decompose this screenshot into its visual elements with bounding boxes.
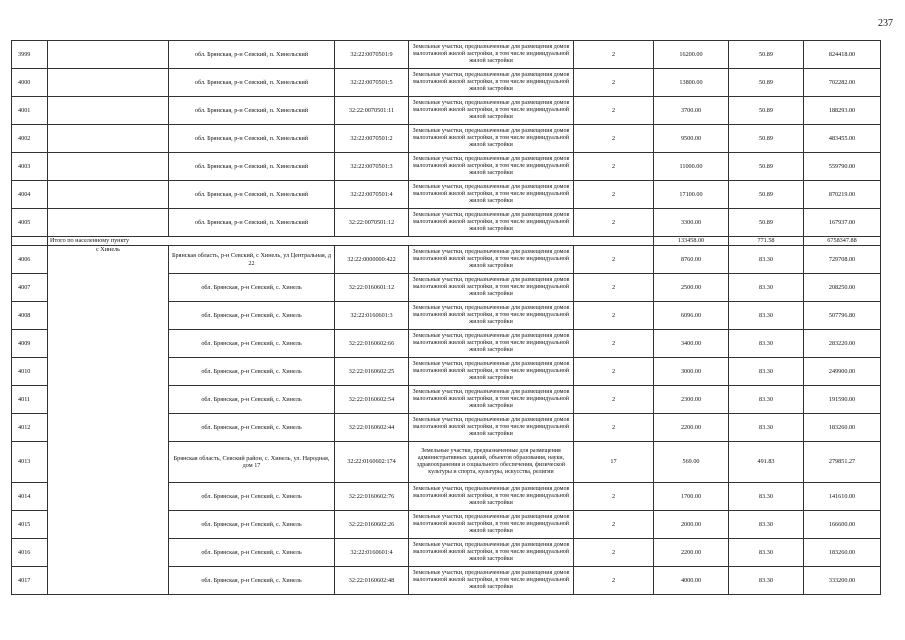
cadastral-value-cell: 188293.00	[804, 97, 881, 125]
row-number-cell: 4014	[12, 483, 48, 511]
address-cell: обл. Брянская, р-н Севский, п. Хинельский	[169, 97, 335, 125]
address-cell: обл. Брянская, р-н Севский, с. Хинель	[169, 302, 335, 330]
total-area: 133458.00	[654, 237, 729, 246]
cadastral-value-cell: 191590.00	[804, 386, 881, 414]
table-row	[12, 181, 881, 209]
cadastral-value-cell: 279851.27	[804, 442, 881, 483]
cadastral-value-cell: 824418.00	[804, 41, 881, 69]
row-number-cell: 4017	[12, 567, 48, 595]
group-cell: 2	[574, 274, 654, 302]
land-use-cell: Земельные участки, предназначенные для размещения домов малоэтажной жилой застройки, в том числе индивидуальной жилой застройки	[409, 69, 574, 97]
cadastral-value-cell: 208250.00	[804, 274, 881, 302]
land-use-cell: Земельные участки, предназначенные для размещения домов малоэтажной жилой застройки, в том числе индивидуальной жилой застройки	[409, 97, 574, 125]
total-label: Итого по населенному пункту	[48, 237, 335, 246]
area-cell: 3000.00	[654, 358, 729, 386]
area-cell: 569.00	[654, 442, 729, 483]
land-use-cell: Земельные участки, предназначенные для размещения домов малоэтажной жилой застройки, в том числе индивидуальной жилой застройки	[409, 246, 574, 274]
cadastral-value-cell: 702282.00	[804, 69, 881, 97]
cadastral-number-cell: 32:22:0070501:4	[335, 181, 409, 209]
address-cell: обл. Брянская, р-н Севский, с. Хинель	[169, 274, 335, 302]
cadastral-number-cell: 32:22:0070501:11	[335, 97, 409, 125]
area-cell: 8760.00	[654, 246, 729, 274]
rate-cell: 83.30	[729, 246, 804, 274]
rate-cell: 83.30	[729, 511, 804, 539]
land-use-cell: Земельные участки, предназначенные для размещения домов малоэтажной жилой застройки, в том числе индивидуальной жилой застройки	[409, 330, 574, 358]
row-number-cell: 4000	[12, 69, 48, 97]
cadastral-number-cell: 32:22:0160602:76	[335, 483, 409, 511]
cadastral-number-cell: 32:22:0160602:44	[335, 414, 409, 442]
row-number-cell: 4009	[12, 330, 48, 358]
cadastral-number-cell: 32:22:0070501:9	[335, 41, 409, 69]
land-use-cell: Земельные участки, предназначенные для размещения домов малоэтажной жилой застройки, в том числе индивидуальной жилой застройки	[409, 153, 574, 181]
settlement-cell	[48, 181, 169, 209]
row-number-cell: 4005	[12, 209, 48, 237]
table-row	[12, 69, 881, 97]
settlement-name: с Хинель	[48, 246, 169, 595]
cadastral-number-cell: 32:22:0160602:48	[335, 567, 409, 595]
group-cell: 2	[574, 209, 654, 237]
group-cell: 2	[574, 181, 654, 209]
address-cell: обл. Брянская, р-н Севский, с. Хинель	[169, 567, 335, 595]
total-rate: 771.58	[729, 237, 804, 246]
area-cell: 2200.00	[654, 539, 729, 567]
group-cell: 2	[574, 125, 654, 153]
address-cell: обл. Брянская, р-н Севский, с. Хинель	[169, 483, 335, 511]
address-cell: обл. Брянская, р-н Севский, с. Хинель	[169, 330, 335, 358]
area-cell: 2000.00	[654, 511, 729, 539]
total-value: 6758347.88	[804, 237, 881, 246]
land-registry-table	[11, 40, 881, 595]
cadastral-number-cell: 32:22:0070501:3	[335, 153, 409, 181]
cadastral-number-cell: 32:22:0160601:3	[335, 302, 409, 330]
row-number-cell: 4003	[12, 153, 48, 181]
area-cell: 11000.00	[654, 153, 729, 181]
area-cell: 1700.00	[654, 483, 729, 511]
land-use-cell: Земельные участки, предназначенные для размещения домов малоэтажной жилой застройки, в том числе индивидуальной жилой застройки	[409, 41, 574, 69]
rate-cell: 50.89	[729, 125, 804, 153]
area-cell: 9500.00	[654, 125, 729, 153]
row-number-cell: 4006	[12, 246, 48, 274]
cadastral-number-cell: 32:22:0160601:12	[335, 274, 409, 302]
address-cell: обл. Брянская, р-н Севский, с. Хинель	[169, 511, 335, 539]
group-cell: 2	[574, 41, 654, 69]
area-cell: 13800.00	[654, 69, 729, 97]
cadastral-value-cell: 183260.00	[804, 414, 881, 442]
group-cell: 2	[574, 97, 654, 125]
group-cell: 2	[574, 302, 654, 330]
rate-cell: 83.30	[729, 386, 804, 414]
total-row	[12, 237, 881, 246]
address-cell: Брянская область, р-н Севский, с Хинель, ул Центральная, д 22	[169, 246, 335, 274]
cadastral-value-cell: 167937.00	[804, 209, 881, 237]
land-use-cell: Земельные участки, предназначенные для размещения административных зданий, объектов образования, науки, здравоохранения и социального обеспечения, физической культуры и спорта, культуры, искусства, религии	[409, 442, 574, 483]
table-row	[12, 153, 881, 181]
cadastral-value-cell: 559790.00	[804, 153, 881, 181]
address-cell: обл. Брянская, р-н Севский, п. Хинельский	[169, 181, 335, 209]
rate-cell: 50.89	[729, 209, 804, 237]
rate-cell: 50.89	[729, 41, 804, 69]
cadastral-value-cell: 729708.00	[804, 246, 881, 274]
group-cell: 2	[574, 414, 654, 442]
cadastral-number-cell: 32:22:0160602:26	[335, 511, 409, 539]
rate-cell: 83.30	[729, 483, 804, 511]
address-cell: обл. Брянская, р-н Севский, с. Хинель	[169, 414, 335, 442]
rate-cell: 491.83	[729, 442, 804, 483]
cadastral-value-cell: 333200.00	[804, 567, 881, 595]
land-use-cell: Земельные участки, предназначенные для размещения домов малоэтажной жилой застройки, в том числе индивидуальной жилой застройки	[409, 386, 574, 414]
rate-cell: 83.30	[729, 358, 804, 386]
group-cell: 2	[574, 386, 654, 414]
cadastral-value-cell: 141610.00	[804, 483, 881, 511]
area-cell: 17100.00	[654, 181, 729, 209]
group-cell: 2	[574, 511, 654, 539]
row-number-cell: 4012	[12, 414, 48, 442]
rate-cell: 83.30	[729, 274, 804, 302]
address-cell: обл. Брянская, р-н Севский, с. Хинель	[169, 358, 335, 386]
table-row	[12, 125, 881, 153]
cadastral-number-cell: 32:22:0160602:174	[335, 442, 409, 483]
total-gap-cell	[335, 237, 654, 246]
cadastral-number-cell: 32:22:0070501:12	[335, 209, 409, 237]
area-cell: 2300.00	[654, 386, 729, 414]
row-number-cell: 4002	[12, 125, 48, 153]
land-use-cell: Земельные участки, предназначенные для размещения домов малоэтажной жилой застройки, в том числе индивидуальной жилой застройки	[409, 511, 574, 539]
rate-cell: 83.30	[729, 414, 804, 442]
cadastral-value-cell: 183260.00	[804, 539, 881, 567]
rate-cell: 50.89	[729, 153, 804, 181]
cadastral-value-cell: 870219.00	[804, 181, 881, 209]
address-cell: обл. Брянская, р-н Севский, с. Хинель	[169, 539, 335, 567]
settlement-cell	[48, 125, 169, 153]
land-use-cell: Земельные участки, предназначенные для размещения домов малоэтажной жилой застройки, в том числе индивидуальной жилой застройки	[409, 567, 574, 595]
cadastral-value-cell: 249900.00	[804, 358, 881, 386]
rate-cell: 50.89	[729, 97, 804, 125]
land-use-cell: Земельные участки, предназначенные для размещения домов малоэтажной жилой застройки, в том числе индивидуальной жилой застройки	[409, 302, 574, 330]
address-cell: обл. Брянская, р-н Севский, с. Хинель	[169, 386, 335, 414]
area-cell: 3400.00	[654, 330, 729, 358]
address-cell: Брянская область, Севский район, с. Хинель, ул. Народная, дом 17	[169, 442, 335, 483]
settlement-cell	[48, 209, 169, 237]
rate-cell: 83.30	[729, 302, 804, 330]
settlement-cell	[48, 69, 169, 97]
rate-cell: 50.89	[729, 181, 804, 209]
settlement-cell	[48, 153, 169, 181]
row-number-cell: 4001	[12, 97, 48, 125]
table-row	[12, 246, 881, 274]
total-number-cell	[12, 237, 48, 246]
land-use-cell: Земельные участки, предназначенные для размещения домов малоэтажной жилой застройки, в том числе индивидуальной жилой застройки	[409, 414, 574, 442]
group-cell: 2	[574, 539, 654, 567]
settlement-cell	[48, 97, 169, 125]
page-number: 237	[878, 18, 893, 29]
cadastral-number-cell: 32:22:0000000:422	[335, 246, 409, 274]
cadastral-number-cell: 32:22:0070501:2	[335, 125, 409, 153]
row-number-cell: 4007	[12, 274, 48, 302]
area-cell: 2200.00	[654, 414, 729, 442]
row-number-cell: 3999	[12, 41, 48, 69]
address-cell: обл. Брянская, р-н Севский, п. Хинельский	[169, 41, 335, 69]
table-body	[12, 41, 881, 595]
row-number-cell: 4004	[12, 181, 48, 209]
group-cell: 2	[574, 358, 654, 386]
group-cell: 2	[574, 69, 654, 97]
row-number-cell: 4016	[12, 539, 48, 567]
rate-cell: 50.89	[729, 69, 804, 97]
group-cell: 2	[574, 246, 654, 274]
cadastral-value-cell: 283220.00	[804, 330, 881, 358]
land-use-cell: Земельные участки, предназначенные для размещения домов малоэтажной жилой застройки, в том числе индивидуальной жилой застройки	[409, 539, 574, 567]
address-cell: обл. Брянская, р-н Севский, п. Хинельский	[169, 209, 335, 237]
area-cell: 3700.00	[654, 97, 729, 125]
cadastral-value-cell: 166600.00	[804, 511, 881, 539]
row-number-cell: 4011	[12, 386, 48, 414]
cadastral-number-cell: 32:22:0160602:66	[335, 330, 409, 358]
cadastral-number-cell: 32:22:0160602:54	[335, 386, 409, 414]
table-row	[12, 209, 881, 237]
land-use-cell: Земельные участки, предназначенные для размещения домов малоэтажной жилой застройки, в том числе индивидуальной жилой застройки	[409, 209, 574, 237]
land-use-cell: Земельные участки, предназначенные для размещения домов малоэтажной жилой застройки, в том числе индивидуальной жилой застройки	[409, 358, 574, 386]
row-number-cell: 4008	[12, 302, 48, 330]
cadastral-number-cell: 32:22:0160601:4	[335, 539, 409, 567]
area-cell: 3300.00	[654, 209, 729, 237]
address-cell: обл. Брянская, р-н Севский, п. Хинельский	[169, 69, 335, 97]
group-cell: 2	[574, 153, 654, 181]
cadastral-number-cell: 32:22:0070501:5	[335, 69, 409, 97]
land-use-cell: Земельные участки, предназначенные для размещения домов малоэтажной жилой застройки, в том числе индивидуальной жилой застройки	[409, 274, 574, 302]
rate-cell: 83.30	[729, 330, 804, 358]
table-row	[12, 41, 881, 69]
area-cell: 4000.00	[654, 567, 729, 595]
table-row	[12, 97, 881, 125]
group-cell: 2	[574, 330, 654, 358]
land-use-cell: Земельные участки, предназначенные для размещения домов малоэтажной жилой застройки, в том числе индивидуальной жилой застройки	[409, 181, 574, 209]
settlement-cell	[48, 41, 169, 69]
row-number-cell: 4010	[12, 358, 48, 386]
rate-cell: 83.30	[729, 539, 804, 567]
cadastral-value-cell: 483455.00	[804, 125, 881, 153]
land-use-cell: Земельные участки, предназначенные для размещения домов малоэтажной жилой застройки, в том числе индивидуальной жилой застройки	[409, 125, 574, 153]
row-number-cell: 4015	[12, 511, 48, 539]
area-cell: 6096.00	[654, 302, 729, 330]
group-cell: 17	[574, 442, 654, 483]
address-cell: обл. Брянская, р-н Севский, п. Хинельский	[169, 125, 335, 153]
cadastral-number-cell: 32:22:0160602:25	[335, 358, 409, 386]
area-cell: 16200.00	[654, 41, 729, 69]
row-number-cell: 4013	[12, 442, 48, 483]
group-cell: 2	[574, 567, 654, 595]
group-cell: 2	[574, 483, 654, 511]
area-cell: 2500.00	[654, 274, 729, 302]
rate-cell: 83.30	[729, 567, 804, 595]
address-cell: обл. Брянская, р-н Севский, п. Хинельский	[169, 153, 335, 181]
land-use-cell: Земельные участки, предназначенные для размещения домов малоэтажной жилой застройки, в том числе индивидуальной жилой застройки	[409, 483, 574, 511]
cadastral-value-cell: 507796.80	[804, 302, 881, 330]
